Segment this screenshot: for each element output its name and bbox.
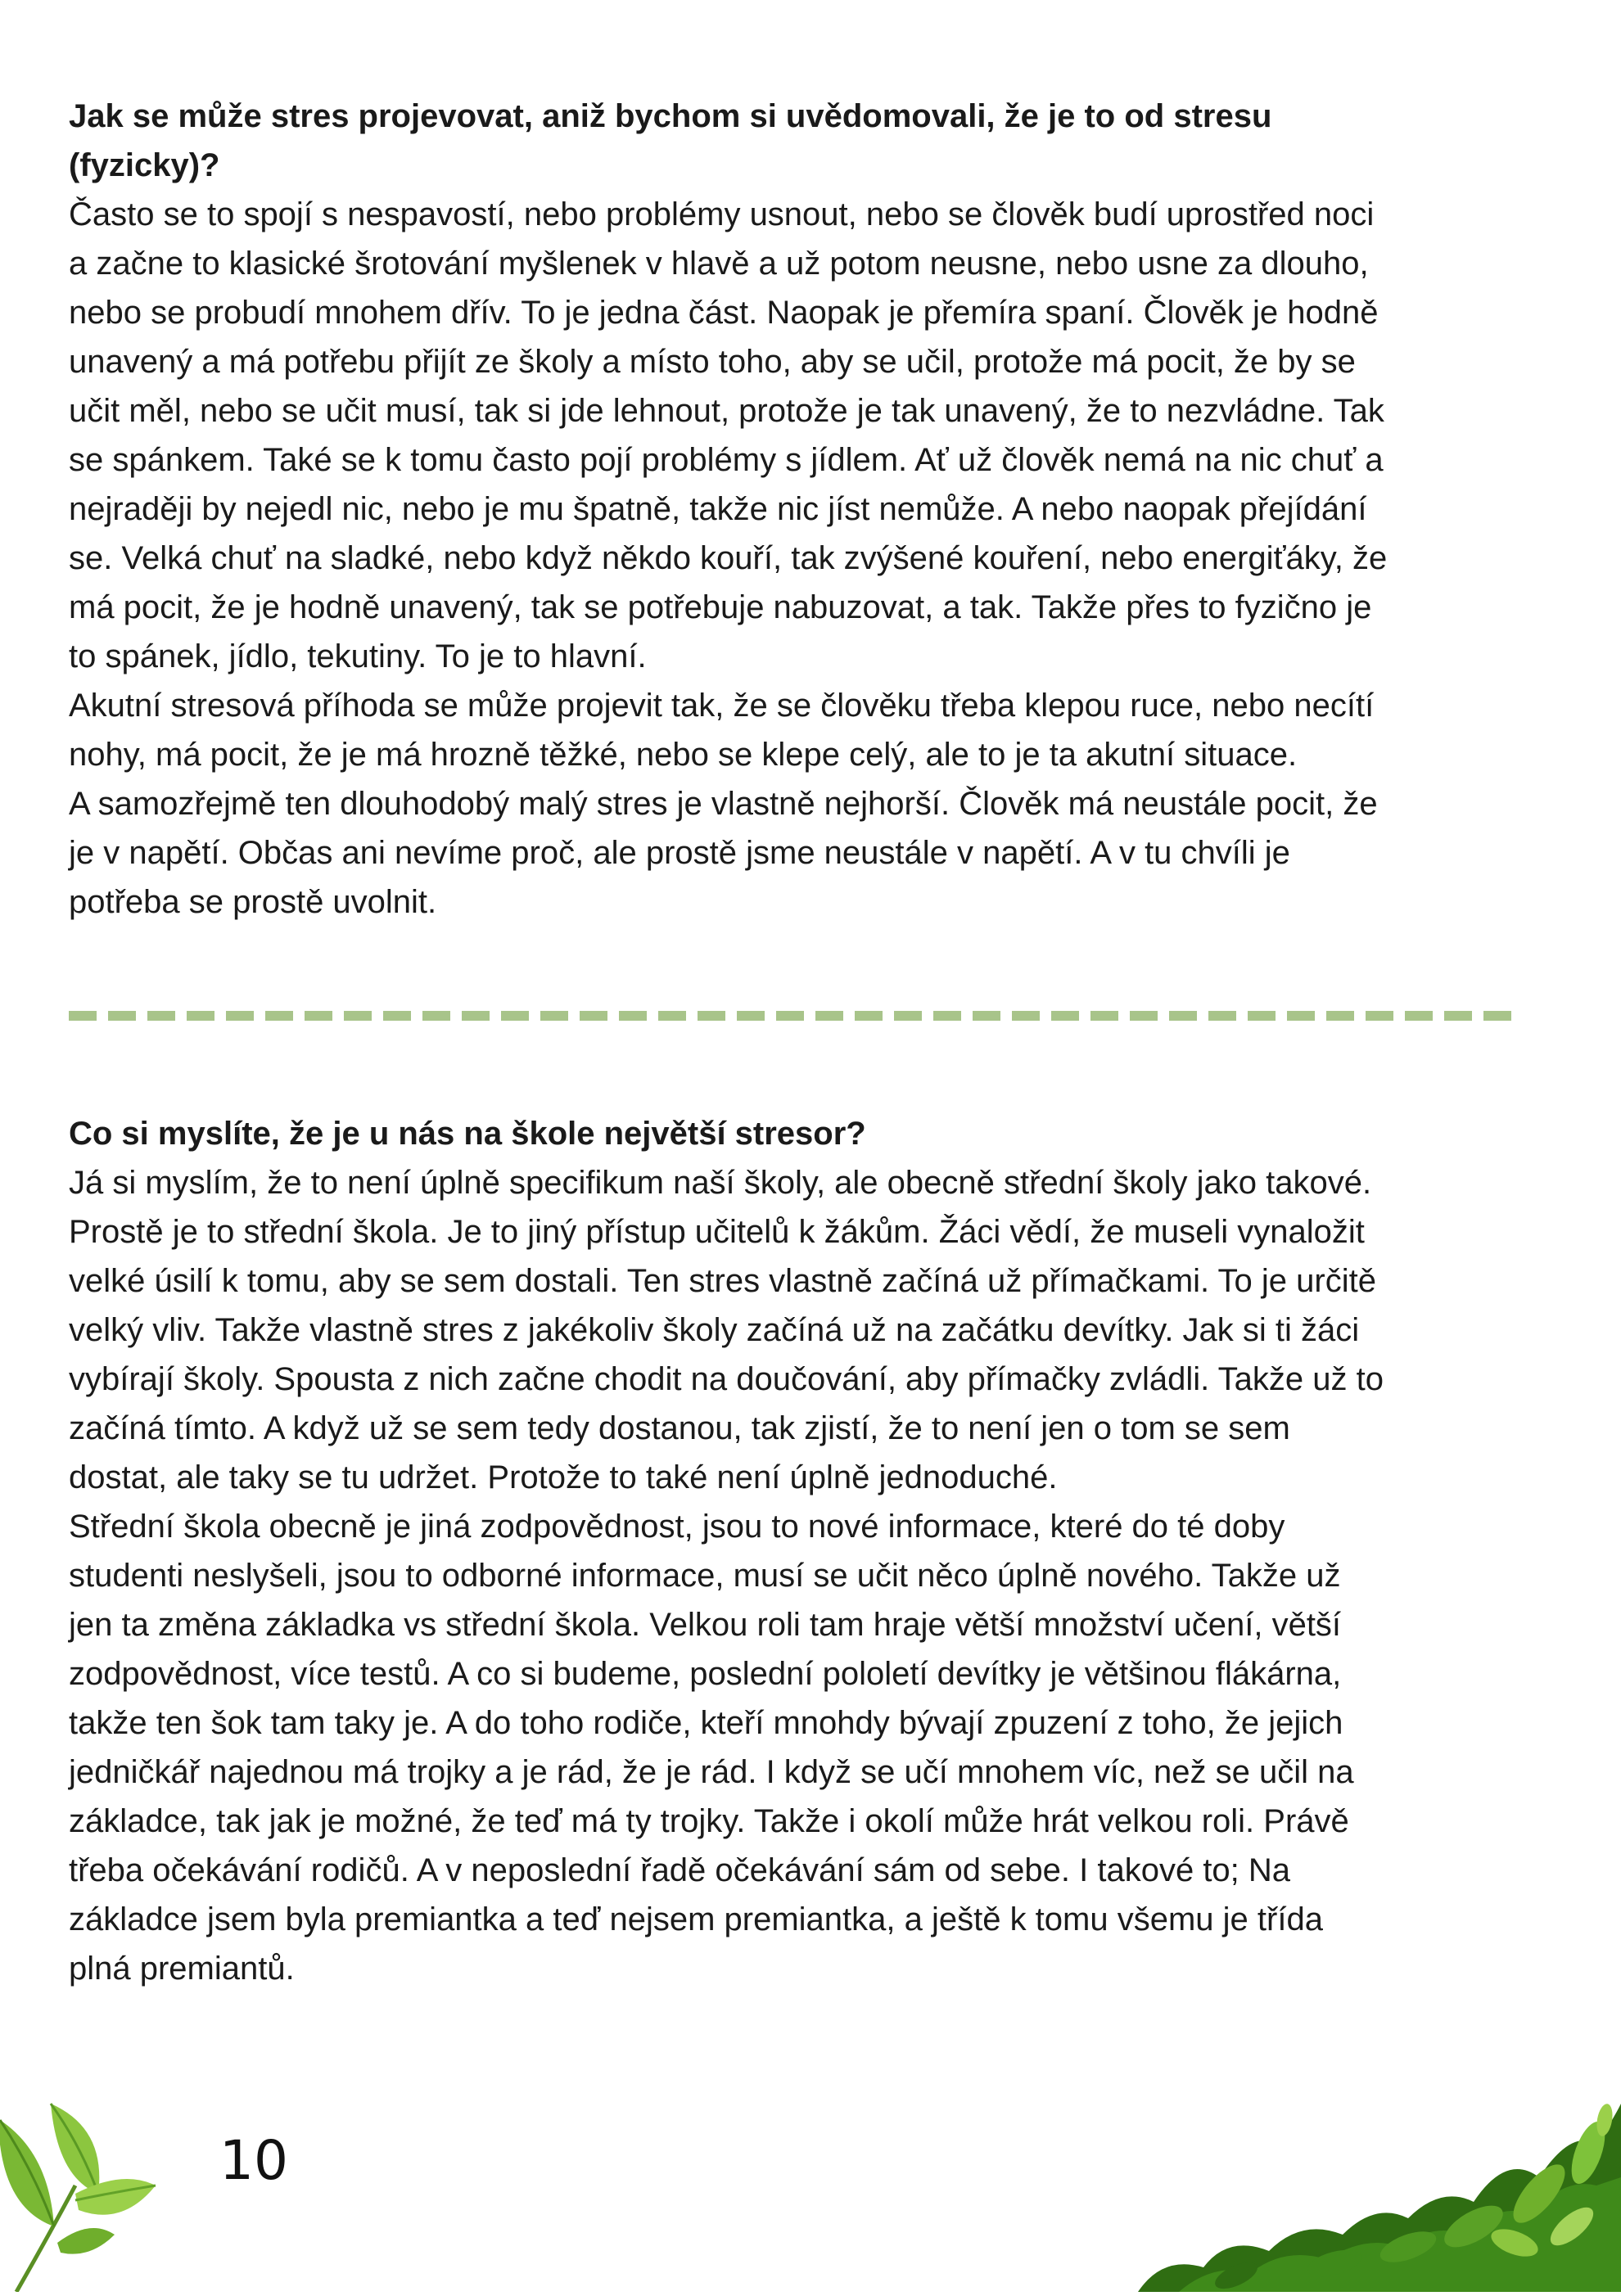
text-line: Často se to spojí s nespavostí, nebo problémy usnout, nebo se člověk budí uprostřed noci (69, 196, 1375, 232)
text-line: Já si myslím, že to není úplně specifikum naší školy, ale obecně střední školy jako takové. (69, 1165, 1372, 1201)
answer-paragraph-2 (69, 681, 1559, 779)
text-line: učit měl, nebo se učit musí, tak si jde lehnout, protože je tak unavený, že to nezvládne. Tak (69, 393, 1384, 429)
answer-paragraph-4 (69, 1158, 1559, 1502)
text-line: studenti neslyšeli, jsou to odborné informace, musí se učit něco úplně nového. Takže už (69, 1558, 1341, 1594)
question-title-2: Co si myslíte, že je u nás na škole největší stresor? (69, 1116, 866, 1152)
text-line: takže ten šok tam taky je. A do toho rodiče, kteří mnohdy bývají zpuzení z toho, že jejich (69, 1705, 1343, 1741)
leaf-sprig-icon (0, 2095, 164, 2292)
question-title-1-line-1: Jak se může stres projevovat, aniž bychom si uvědomovali, že je to od stresu (69, 98, 1272, 134)
text-line: zodpovědnost, více testů. A co si budeme, poslední pololetí devítky je většinou flákárna, (69, 1656, 1342, 1692)
text-line: to spánek, jídlo, tekutiny. To je to hlavní. (69, 638, 647, 674)
question-section-1 (69, 92, 1559, 927)
text-line: se spánkem. Také se k tomu často pojí problémy s jídlem. Ať už člověk nemá na nic chuť a (69, 442, 1384, 478)
text-line: má pocit, že je hodně unavený, tak se potřebuje nabuzovat, a tak. Takže přes to fyzično je (69, 589, 1372, 625)
text-line: Akutní stresová příhoda se může projevit tak, že se člověku třeba klepou ruce, nebo necítí (69, 688, 1375, 724)
text-line: třeba očekávání rodičů. A v neposlední řadě očekávání sám od sebe. I takové to; Na (69, 1852, 1291, 1888)
text-line: nohy, má pocit, že je má hrozně těžké, nebo se klepe celý, ale to je ta akutní situace. (69, 737, 1298, 773)
text-line: Prostě je to střední škola. Je to jiný přístup učitelů k žákům. Žáci vědí, že museli vynaložit (69, 1214, 1365, 1250)
text-line: Střední škola obecně je jiná zodpovědnost, jsou to nové informace, které do té doby (69, 1509, 1285, 1545)
text-line: plná premiantů. (69, 1951, 295, 1987)
text-line: velké úsilí k tomu, aby se sem dostali. Ten stres vlastně začíná už přímačkami. To je určitě (69, 1263, 1376, 1299)
text-line: vybírají školy. Spousta z nich začne chodit na doučování, aby přímačky zvládli. Takže už to (69, 1361, 1384, 1397)
foliage-corner-icon (1130, 2104, 1621, 2292)
text-line: jedničkář najednou má trojky a je rád, že je rád. I když se učí mnohem víc, než se učil na (69, 1754, 1354, 1790)
answer-paragraph-5 (69, 1502, 1559, 1993)
text-line: unavený a má potřebu přijít ze školy a místo toho, aby se učil, protože má pocit, že by se (69, 344, 1356, 380)
text-line: nejraději by nejedl nic, nebo je mu špatně, takže nic jíst nemůže. A nebo naopak přejídání (69, 491, 1367, 527)
question-title-1 (69, 92, 1559, 190)
answer-paragraph-3 (69, 779, 1559, 927)
text-line: velký vliv. Takže vlastně stres z jakékoliv školy začíná už na začátku devítky. Jak si ti žáci (69, 1312, 1360, 1348)
question-title-1-line-2: (fyzicky)? (69, 147, 220, 183)
text-line: dostat, ale taky se tu udržet. Protože to také není úplně jednoduché. (69, 1459, 1058, 1495)
text-line: se. Velká chuť na sladké, nebo když někdo kouří, tak zvýšené kouření, nebo energiťáky, že (69, 540, 1388, 576)
text-line: základce, tak jak je možné, že teď má ty trojky. Takže i okolí může hrát velkou roli. Právě (69, 1803, 1349, 1839)
answer-paragraph-1 (69, 190, 1559, 681)
text-line: jen ta změna základka vs střední škola. Velkou roli tam hraje větší množství učení, větší (69, 1607, 1342, 1643)
text-line: potřeba se prostě uvolnit. (69, 884, 437, 920)
text-line: A samozřejmě ten dlouhodobý malý stres je vlastně nejhorší. Člověk má neustále pocit, že (69, 786, 1378, 822)
text-line: a začne to klasické šrotování myšlenek v hlavě a už potom neusne, nebo usne za dlouho, (69, 246, 1369, 282)
text-line: základce jsem byla premiantka a teď nejsem premiantka, a ještě k tomu všemu je třída (69, 1901, 1323, 1937)
text-line: je v napětí. Občas ani nevíme proč, ale prostě jsme neustále v napětí. A v tu chvíli je (69, 835, 1290, 871)
text-line: nebo se probudí mnohem dřív. To je jedna část. Naopak je přemíra spaní. Člověk je hodně (69, 295, 1379, 331)
page-number: 10 (219, 2129, 288, 2192)
question-section-2 (69, 1109, 1559, 1993)
text-line: začíná tímto. A když už se sem tedy dostanou, tak zjistí, že to není jen o tom se sem (69, 1410, 1290, 1446)
dashed-divider (69, 1011, 1523, 1021)
